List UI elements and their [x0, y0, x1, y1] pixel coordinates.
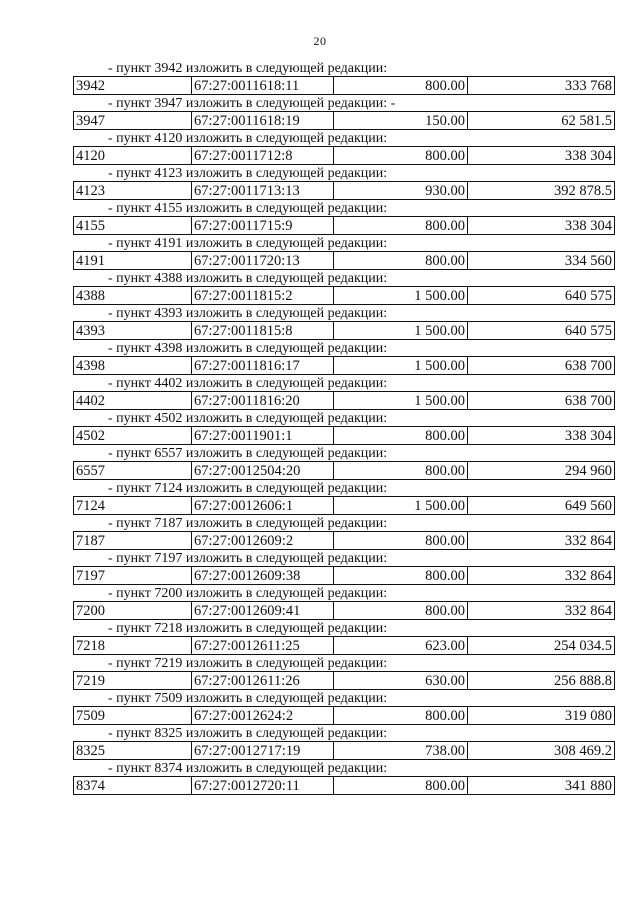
amendment-heading: - пункт 4123 изложить в следующей редакции:: [108, 166, 388, 181]
cadastral-value-cell: 640 575: [467, 322, 615, 339]
area-cell: 800.00: [333, 217, 467, 234]
cadastral-value-cell: 638 700: [467, 392, 615, 409]
cadastral-number-cell: 67:27:0011713:13: [191, 182, 333, 199]
table-row: [73, 566, 615, 585]
cadastral-number-cell: 67:27:0011816:20: [191, 392, 333, 409]
item-number-cell: 4393: [73, 322, 191, 339]
cadastral-number-cell: 67:27:0011901:1: [191, 427, 333, 444]
amendment-entry: [73, 481, 615, 516]
item-number-cell: 8325: [73, 742, 191, 759]
area-cell: 930.00: [333, 182, 467, 199]
table-row: [73, 636, 615, 655]
area-cell: 1 500.00: [333, 357, 467, 374]
amendment-heading: - пункт 7218 изложить в следующей редакции:: [108, 621, 388, 636]
item-number-cell: 7218: [73, 637, 191, 654]
amendment-entry: [73, 236, 615, 271]
item-number-cell: 3947: [73, 112, 191, 129]
item-number-cell: 7200: [73, 602, 191, 619]
cadastral-number-cell: 67:27:0012720:11: [191, 777, 333, 794]
cadastral-number-cell: 67:27:0012717:19: [191, 742, 333, 759]
table-row: [73, 356, 615, 375]
amendment-entry: [73, 726, 615, 761]
cadastral-value-cell: 649 560: [467, 497, 615, 514]
table-row: [73, 321, 615, 340]
area-cell: 800.00: [333, 532, 467, 549]
cadastral-number-cell: 67:27:0011816:17: [191, 357, 333, 374]
cadastral-value-cell: 332 864: [467, 567, 615, 584]
table-row: [73, 706, 615, 725]
area-cell: 1 500.00: [333, 287, 467, 304]
cadastral-number-cell: 67:27:0012611:25: [191, 637, 333, 654]
cadastral-value-cell: 338 304: [467, 147, 615, 164]
table-row: [73, 671, 615, 690]
amendment-entry: [73, 96, 615, 131]
area-cell: 1 500.00: [333, 497, 467, 514]
area-cell: 800.00: [333, 777, 467, 794]
item-number-cell: 4120: [73, 147, 191, 164]
cadastral-value-cell: 254 034.5: [467, 637, 615, 654]
amendment-heading: - пункт 7187 изложить в следующей редакции:: [108, 516, 388, 531]
cadastral-number-cell: 67:27:0011618:19: [191, 112, 333, 129]
amendment-heading: - пункт 8325 изложить в следующей редакции:: [108, 726, 388, 741]
table-row: [73, 111, 615, 130]
cadastral-number-cell: 67:27:0012609:41: [191, 602, 333, 619]
item-number-cell: 4155: [73, 217, 191, 234]
table-row: [73, 426, 615, 445]
amendment-heading: - пункт 6557 изложить в следующей редакции:: [108, 446, 388, 461]
amendment-entry: [73, 271, 615, 306]
cadastral-number-cell: 67:27:0012609:2: [191, 532, 333, 549]
area-cell: 800.00: [333, 427, 467, 444]
cadastral-value-cell: 62 581.5: [467, 112, 615, 129]
amendment-entry: [73, 586, 615, 621]
amendment-heading: - пункт 4120 изложить в следующей редакции:: [108, 131, 388, 146]
amendment-entry: [73, 656, 615, 691]
cadastral-number-cell: 67:27:0011815:8: [191, 322, 333, 339]
area-cell: 623.00: [333, 637, 467, 654]
amendment-entry: [73, 376, 615, 411]
amendment-entry: [73, 446, 615, 481]
amendment-heading: - пункт 7197 изложить в следующей редакции:: [108, 551, 388, 566]
amendment-heading: - пункт 3942 изложить в следующей редакции:: [108, 61, 388, 76]
table-row: [73, 181, 615, 200]
amendment-heading: - пункт 3947 изложить в следующей редакции: -: [108, 96, 396, 111]
page-number: 20: [313, 34, 327, 48]
area-cell: 630.00: [333, 672, 467, 689]
table-row: [73, 461, 615, 480]
amendment-heading: - пункт 7200 изложить в следующей редакции:: [108, 586, 388, 601]
table-row: [73, 76, 615, 95]
amendment-heading: - пункт 7219 изложить в следующей редакции:: [108, 656, 388, 671]
amendment-entry: [73, 131, 615, 166]
item-number-cell: 4123: [73, 182, 191, 199]
area-cell: 738.00: [333, 742, 467, 759]
table-row: [73, 601, 615, 620]
item-number-cell: 4398: [73, 357, 191, 374]
cadastral-number-cell: 67:27:0012504:20: [191, 462, 333, 479]
item-number-cell: 7197: [73, 567, 191, 584]
amendment-entry: [73, 691, 615, 726]
amendment-heading: - пункт 4402 изложить в следующей редакции:: [108, 376, 388, 391]
table-row: [73, 146, 615, 165]
amendment-entry: [73, 551, 615, 586]
amendment-heading: - пункт 4388 изложить в следующей редакции:: [108, 271, 388, 286]
cadastral-value-cell: 640 575: [467, 287, 615, 304]
area-cell: 1 500.00: [333, 322, 467, 339]
amendment-heading: - пункт 4393 изложить в следующей редакции:: [108, 306, 388, 321]
amendment-heading: - пункт 7509 изложить в следующей редакции:: [108, 691, 388, 706]
amendment-entry: [73, 516, 615, 551]
amendment-heading: - пункт 4502 изложить в следующей редакции:: [108, 411, 388, 426]
cadastral-number-cell: 67:27:0012624:2: [191, 707, 333, 724]
table-row: [73, 531, 615, 550]
cadastral-value-cell: 256 888.8: [467, 672, 615, 689]
cadastral-value-cell: 341 880: [467, 777, 615, 794]
amendment-entry: [73, 61, 615, 96]
table-row: [73, 216, 615, 235]
item-number-cell: 8374: [73, 777, 191, 794]
amendment-entry: [73, 761, 615, 796]
item-number-cell: 3942: [73, 77, 191, 94]
amendment-entry: [73, 621, 615, 656]
cadastral-value-cell: 638 700: [467, 357, 615, 374]
item-number-cell: 7219: [73, 672, 191, 689]
amendment-heading: - пункт 4398 изложить в следующей редакции:: [108, 341, 388, 356]
cadastral-number-cell: 67:27:0011618:11: [191, 77, 333, 94]
area-cell: 150.00: [333, 112, 467, 129]
table-row: [73, 741, 615, 760]
amendment-entry: [73, 201, 615, 236]
amendment-entry: [73, 166, 615, 201]
cadastral-number-cell: 67:27:0011712:8: [191, 147, 333, 164]
cadastral-number-cell: 67:27:0011720:13: [191, 252, 333, 269]
cadastral-value-cell: 338 304: [467, 217, 615, 234]
item-number-cell: 4402: [73, 392, 191, 409]
area-cell: 800.00: [333, 147, 467, 164]
amendment-entry: [73, 411, 615, 446]
table-row: [73, 391, 615, 410]
area-cell: 1 500.00: [333, 392, 467, 409]
amendment-entry: [73, 341, 615, 376]
cadastral-value-cell: 319 080: [467, 707, 615, 724]
item-number-cell: 7124: [73, 497, 191, 514]
amendment-heading: - пункт 4191 изложить в следующей редакции:: [108, 236, 388, 251]
item-number-cell: 7509: [73, 707, 191, 724]
area-cell: 800.00: [333, 567, 467, 584]
table-row: [73, 286, 615, 305]
cadastral-number-cell: 67:27:0012611:26: [191, 672, 333, 689]
cadastral-value-cell: 332 864: [467, 602, 615, 619]
cadastral-number-cell: 67:27:0012609:38: [191, 567, 333, 584]
cadastral-number-cell: 67:27:0012606:1: [191, 497, 333, 514]
area-cell: 800.00: [333, 602, 467, 619]
cadastral-value-cell: 308 469.2: [467, 742, 615, 759]
item-number-cell: 4191: [73, 252, 191, 269]
cadastral-value-cell: 334 560: [467, 252, 615, 269]
item-number-cell: 4502: [73, 427, 191, 444]
amendment-heading: - пункт 7124 изложить в следующей редакции:: [108, 481, 388, 496]
cadastral-number-cell: 67:27:0011715:9: [191, 217, 333, 234]
table-row: [73, 251, 615, 270]
cadastral-value-cell: 332 864: [467, 532, 615, 549]
table-row: [73, 776, 615, 795]
item-number-cell: 7187: [73, 532, 191, 549]
item-number-cell: 6557: [73, 462, 191, 479]
area-cell: 800.00: [333, 252, 467, 269]
item-number-cell: 4388: [73, 287, 191, 304]
area-cell: 800.00: [333, 462, 467, 479]
amendment-entry: [73, 306, 615, 341]
amendment-heading: - пункт 4155 изложить в следующей редакции:: [108, 201, 388, 216]
cadastral-value-cell: 338 304: [467, 427, 615, 444]
cadastral-number-cell: 67:27:0011815:2: [191, 287, 333, 304]
cadastral-value-cell: 333 768: [467, 77, 615, 94]
amendment-heading: - пункт 8374 изложить в следующей редакции:: [108, 761, 388, 776]
amendments-list: [73, 61, 615, 796]
cadastral-value-cell: 294 960: [467, 462, 615, 479]
table-row: [73, 496, 615, 515]
area-cell: 800.00: [333, 707, 467, 724]
area-cell: 800.00: [333, 77, 467, 94]
cadastral-value-cell: 392 878.5: [467, 182, 615, 199]
